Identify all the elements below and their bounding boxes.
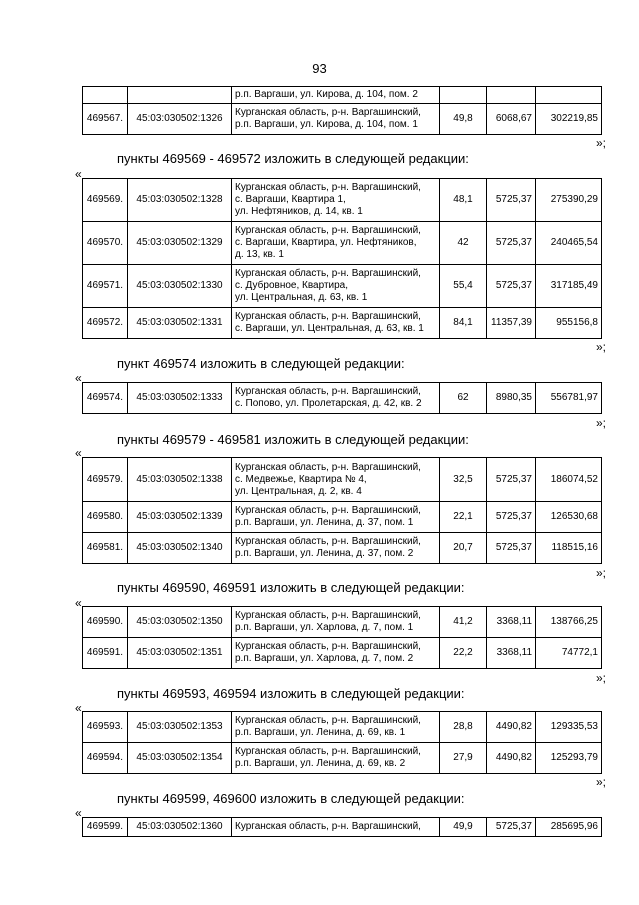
table-row — [83, 818, 602, 837]
opening-quote: « — [75, 701, 82, 715]
parcel-table — [82, 817, 602, 837]
table-row — [83, 308, 602, 339]
table-row — [83, 502, 602, 533]
cell-price: 5725,37 — [487, 458, 536, 502]
cell-area: 28,8 — [440, 712, 487, 743]
cell-cadastral-code: 45:03:030502:1339 — [128, 502, 232, 533]
cell-address: Курганская область, р-н. Варгашинский, р.п. Варгаши, ул. Ленина, д. 37, пом. 1 — [232, 502, 440, 533]
opening-quote: « — [75, 596, 82, 610]
cell-value: 186074,52 — [536, 458, 602, 502]
closing-quote: »; — [596, 775, 607, 789]
cell-price: 6068,67 — [487, 104, 536, 135]
table-row — [83, 87, 602, 104]
table-row — [83, 383, 602, 414]
cell-price: 8980,35 — [487, 383, 536, 414]
cell-area: 49,8 — [440, 104, 487, 135]
cell-value: 129335,53 — [536, 712, 602, 743]
cell-number: 469590. — [83, 607, 128, 638]
cell-value: 125293,79 — [536, 743, 602, 774]
cell-cadastral-code — [128, 87, 232, 104]
cell-value: 955156,8 — [536, 308, 602, 339]
cell-price: 3368,11 — [487, 638, 536, 669]
cell-address: Курганская область, р-н. Варгашинский, с. Варгаши, Квартира 1, ул. Нефтяников, д. 14, кв. 1 — [232, 179, 440, 222]
cell-price: 5725,37 — [487, 222, 536, 265]
table-row — [83, 222, 602, 265]
cell-price: 5725,37 — [487, 265, 536, 308]
cell-cadastral-code: 45:03:030502:1360 — [128, 818, 232, 837]
cell-area: 20,7 — [440, 533, 487, 564]
section-heading: пункты 469590, 469591 изложить в следующей редакции: — [117, 580, 465, 595]
table-row — [83, 265, 602, 308]
section-heading: пункты 469569 - 469572 изложить в следующей редакции: — [117, 151, 469, 166]
cell-number: 469574. — [83, 383, 128, 414]
cell-price: 3368,11 — [487, 607, 536, 638]
cell-value: 138766,25 — [536, 607, 602, 638]
table-row — [83, 712, 602, 743]
cell-number: 469571. — [83, 265, 128, 308]
table-row — [83, 743, 602, 774]
table-row — [83, 179, 602, 222]
cell-number — [83, 87, 128, 104]
cell-area: 22,2 — [440, 638, 487, 669]
cell-number: 469567. — [83, 104, 128, 135]
cell-address: Курганская область, р-н. Варгашинский, р.п. Варгаши, ул. Ленина, д. 37, пом. 2 — [232, 533, 440, 564]
parcel-table — [82, 606, 602, 669]
cell-price: 5725,37 — [487, 818, 536, 837]
opening-quote: « — [75, 446, 82, 460]
cell-area — [440, 87, 487, 104]
cell-value: 317185,49 — [536, 265, 602, 308]
cell-value — [536, 87, 602, 104]
cell-number: 469570. — [83, 222, 128, 265]
cell-address: Курганская область, р-н. Варгашинский, р.п. Варгаши, ул. Харлова, д. 7, пом. 1 — [232, 607, 440, 638]
section-heading: пункт 469574 изложить в следующей редакции: — [117, 356, 405, 371]
cell-cadastral-code: 45:03:030502:1350 — [128, 607, 232, 638]
cell-number: 469594. — [83, 743, 128, 774]
cell-cadastral-code: 45:03:030502:1329 — [128, 222, 232, 265]
cell-address: Курганская область, р-н. Варгашинский, р.п. Варгаши, ул. Ленина, д. 69, кв. 2 — [232, 743, 440, 774]
cell-value: 74772,1 — [536, 638, 602, 669]
parcel-table — [82, 711, 602, 774]
closing-quote: »; — [596, 416, 607, 430]
cell-number: 469569. — [83, 179, 128, 222]
cell-value: 118515,16 — [536, 533, 602, 564]
cell-cadastral-code: 45:03:030502:1331 — [128, 308, 232, 339]
cell-cadastral-code: 45:03:030502:1328 — [128, 179, 232, 222]
cell-number: 469580. — [83, 502, 128, 533]
cell-price — [487, 87, 536, 104]
cell-cadastral-code: 45:03:030502:1354 — [128, 743, 232, 774]
cell-address: Курганская область, р-н. Варгашинский, — [232, 818, 440, 837]
cell-number: 469579. — [83, 458, 128, 502]
cell-value: 275390,29 — [536, 179, 602, 222]
cell-cadastral-code: 45:03:030502:1330 — [128, 265, 232, 308]
table-row — [83, 607, 602, 638]
cell-area: 49,9 — [440, 818, 487, 837]
table-row — [83, 533, 602, 564]
cell-number: 469593. — [83, 712, 128, 743]
page-number: 93 — [312, 61, 327, 76]
cell-number: 469599. — [83, 818, 128, 837]
closing-quote: »; — [596, 340, 607, 354]
cell-value: 240465,54 — [536, 222, 602, 265]
section-heading: пункты 469599, 469600 изложить в следующей редакции: — [117, 791, 465, 806]
cell-cadastral-code: 45:03:030502:1340 — [128, 533, 232, 564]
cell-value: 126530,68 — [536, 502, 602, 533]
parcel-table — [82, 457, 602, 564]
cell-number: 469572. — [83, 308, 128, 339]
parcel-table — [82, 86, 602, 135]
table-row — [83, 638, 602, 669]
table-row — [83, 458, 602, 502]
cell-number: 469581. — [83, 533, 128, 564]
cell-address: Курганская область, р-н. Варгашинский, р.п. Варгаши, ул. Ленина, д. 69, кв. 1 — [232, 712, 440, 743]
cell-price: 5725,37 — [487, 533, 536, 564]
section-heading: пункты 469579 - 469581 изложить в следующей редакции: — [117, 432, 469, 447]
section-heading: пункты 469593, 469594 изложить в следующей редакции: — [117, 686, 465, 701]
cell-area: 55,4 — [440, 265, 487, 308]
cell-area: 84,1 — [440, 308, 487, 339]
cell-cadastral-code: 45:03:030502:1338 — [128, 458, 232, 502]
cell-address: Курганская область, р-н. Варгашинский, с. Варгаши, Квартира, ул. Нефтяников, д. 13, кв. 1 — [232, 222, 440, 265]
cell-price: 5725,37 — [487, 502, 536, 533]
cell-area: 27,9 — [440, 743, 487, 774]
closing-quote: »; — [596, 671, 607, 685]
cell-area: 48,1 — [440, 179, 487, 222]
cell-address: Курганская область, р-н. Варгашинский, с. Варгаши, ул. Центральная, д. 63, кв. 1 — [232, 308, 440, 339]
cell-price: 4490,82 — [487, 712, 536, 743]
table-row — [83, 104, 602, 135]
cell-address: Курганская область, р-н. Варгашинский, р.п. Варгаши, ул. Харлова, д. 7, пом. 2 — [232, 638, 440, 669]
cell-value: 302219,85 — [536, 104, 602, 135]
opening-quote: « — [75, 167, 82, 181]
cell-area: 32,5 — [440, 458, 487, 502]
cell-price: 5725,37 — [487, 179, 536, 222]
cell-value: 556781,97 — [536, 383, 602, 414]
cell-cadastral-code: 45:03:030502:1351 — [128, 638, 232, 669]
cell-price: 4490,82 — [487, 743, 536, 774]
cell-area: 42 — [440, 222, 487, 265]
closing-quote: »; — [596, 136, 607, 150]
cell-area: 41,2 — [440, 607, 487, 638]
cell-price: 11357,39 — [487, 308, 536, 339]
closing-quote: »; — [596, 566, 607, 580]
cell-address: Курганская область, р-н. Варгашинский, с. Медвежье, Квартира № 4, ул. Центральная, д. 2, кв. 4 — [232, 458, 440, 502]
cell-address: Курганская область, р-н. Варгашинский, р.п. Варгаши, ул. Кирова, д. 104, пом. 1 — [232, 104, 440, 135]
cell-area: 62 — [440, 383, 487, 414]
cell-area: 22,1 — [440, 502, 487, 533]
parcel-table — [82, 178, 602, 339]
cell-address: Курганская область, р-н. Варгашинский, с. Дубровное, Квартира, ул. Центральная, д. 63, кв. 1 — [232, 265, 440, 308]
opening-quote: « — [75, 806, 82, 820]
cell-cadastral-code: 45:03:030502:1353 — [128, 712, 232, 743]
parcel-table — [82, 382, 602, 414]
cell-cadastral-code: 45:03:030502:1326 — [128, 104, 232, 135]
cell-number: 469591. — [83, 638, 128, 669]
cell-value: 285695,96 — [536, 818, 602, 837]
cell-cadastral-code: 45:03:030502:1333 — [128, 383, 232, 414]
opening-quote: « — [75, 371, 82, 385]
cell-address: Курганская область, р-н. Варгашинский, с. Попово, ул. Пролетарская, д. 42, кв. 2 — [232, 383, 440, 414]
cell-address: р.п. Варгаши, ул. Кирова, д. 104, пом. 2 — [232, 87, 440, 104]
